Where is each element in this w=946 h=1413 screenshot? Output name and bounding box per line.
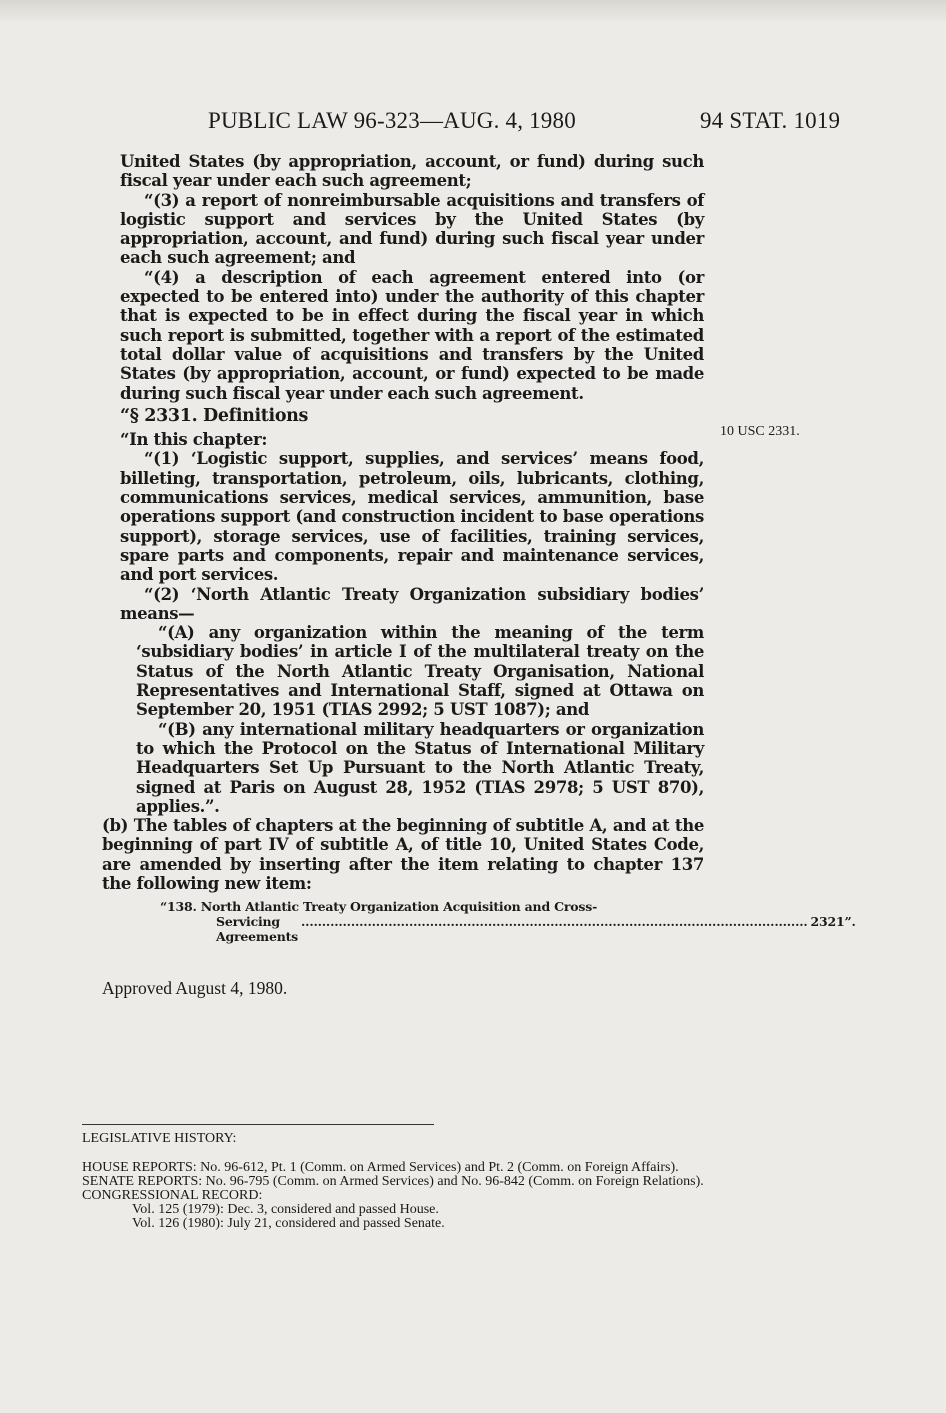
toc-entry-line2: Servicing Agreements bbox=[216, 914, 299, 945]
toc-page-number: 2321”. bbox=[810, 914, 856, 930]
definition-1: “(1) ‘Logistic support, supplies, and services’ means food, billeting, transportation, petroleum, oils, lubricants, clothing, communications services, medical services, ammunition, base operations support (and construction incident to base operations support), storage services, use of facilities, training services, spare parts and components, repair and maintenance services, and port services. bbox=[120, 449, 704, 585]
record-vol-125: Vol. 125 (1979): Dec. 3, considered and passed House. bbox=[132, 1202, 439, 1217]
senate-reports: SENATE REPORTS: No. 96-795 (Comm. on Armed Services) and No. 96-842 (Comm. on Foreign Relations). bbox=[82, 1174, 704, 1189]
paragraph-continuation: United States (by appropriation, account, or fund) during such fiscal year under each such agreement; bbox=[120, 152, 704, 191]
legislative-history bbox=[82, 1132, 722, 1231]
definition-2: “(2) ‘North Atlantic Treaty Organization subsidiary bodies’ means— bbox=[120, 584, 704, 623]
history-title: LEGISLATIVE HISTORY: bbox=[82, 1131, 237, 1146]
house-reports: HOUSE REPORTS: No. 96-612, Pt. 1 (Comm. on Armed Services) and Pt. 2 (Comm. on Foreign Affairs). bbox=[82, 1160, 679, 1175]
chapter-table-entry bbox=[160, 899, 856, 945]
record-vol-126: Vol. 126 (1980): July 21, considered and passed Senate. bbox=[132, 1216, 445, 1231]
toc-leader-dots: .......................................................................................................................... bbox=[301, 914, 808, 930]
scan-edge bbox=[0, 0, 946, 24]
page-header-stat: 94 STAT. 1019 bbox=[700, 108, 841, 133]
congressional-record: CONGRESSIONAL RECORD: bbox=[82, 1188, 263, 1203]
footnote-divider bbox=[82, 1124, 434, 1125]
approval-date: Approved August 4, 1980. bbox=[102, 978, 288, 998]
definition-2a: “(A) any organization within the meaning of the term ‘subsidiary bodies’ in article I of the multilateral treaty on the Status of the North Atlantic Treaty Organisation, National Representatives and International Staff, signed at Ottawa on September 20, 1951 (TIAS 2992; 5 UST 1087); and bbox=[136, 623, 704, 720]
margin-citation: 10 USC 2331. bbox=[720, 424, 800, 439]
subsection-b: (b) The tables of chapters at the beginning of subtitle A, and at the beginning of part IV of subtitle A, of title 10, United States Code, are amended by inserting after the item relating to chapter 137 the following new item: bbox=[102, 816, 704, 893]
section-heading: “§ 2331. Definitions bbox=[120, 405, 309, 426]
definition-2b: “(B) any international military headquarters or organization to which the Protocol on the Status of International Military Headquarters Set Up Pursuant to the North Atlantic Treaty, signed at Paris on August 28, 1952 (TIAS 2978; 5 UST 870), applies.”. bbox=[136, 719, 704, 816]
paragraph-3: “(3) a report of nonreimbursable acquisitions and transfers of logistic support and services by the United States (by appropriation, account, and fund) during such fiscal year under each such agreement; and bbox=[120, 190, 704, 268]
section-intro: “In this chapter: bbox=[120, 430, 268, 450]
toc-entry-line1: “138. North Atlantic Treaty Organization Acquisition and Cross- bbox=[160, 899, 598, 915]
paragraph-4: “(4) a description of each agreement entered into (or expected to be entered into) under the authority of this chapter that is expected to be in effect during the fiscal year in which such report is submitted, together with a report of the estimated total dollar value of acquisitions and transfers by the United States (by appropriation, account, or fund) expected to be made during such fiscal year under each such agreement. bbox=[120, 267, 704, 403]
page-header-title: PUBLIC LAW 96-323—AUG. 4, 1980 bbox=[208, 108, 576, 133]
